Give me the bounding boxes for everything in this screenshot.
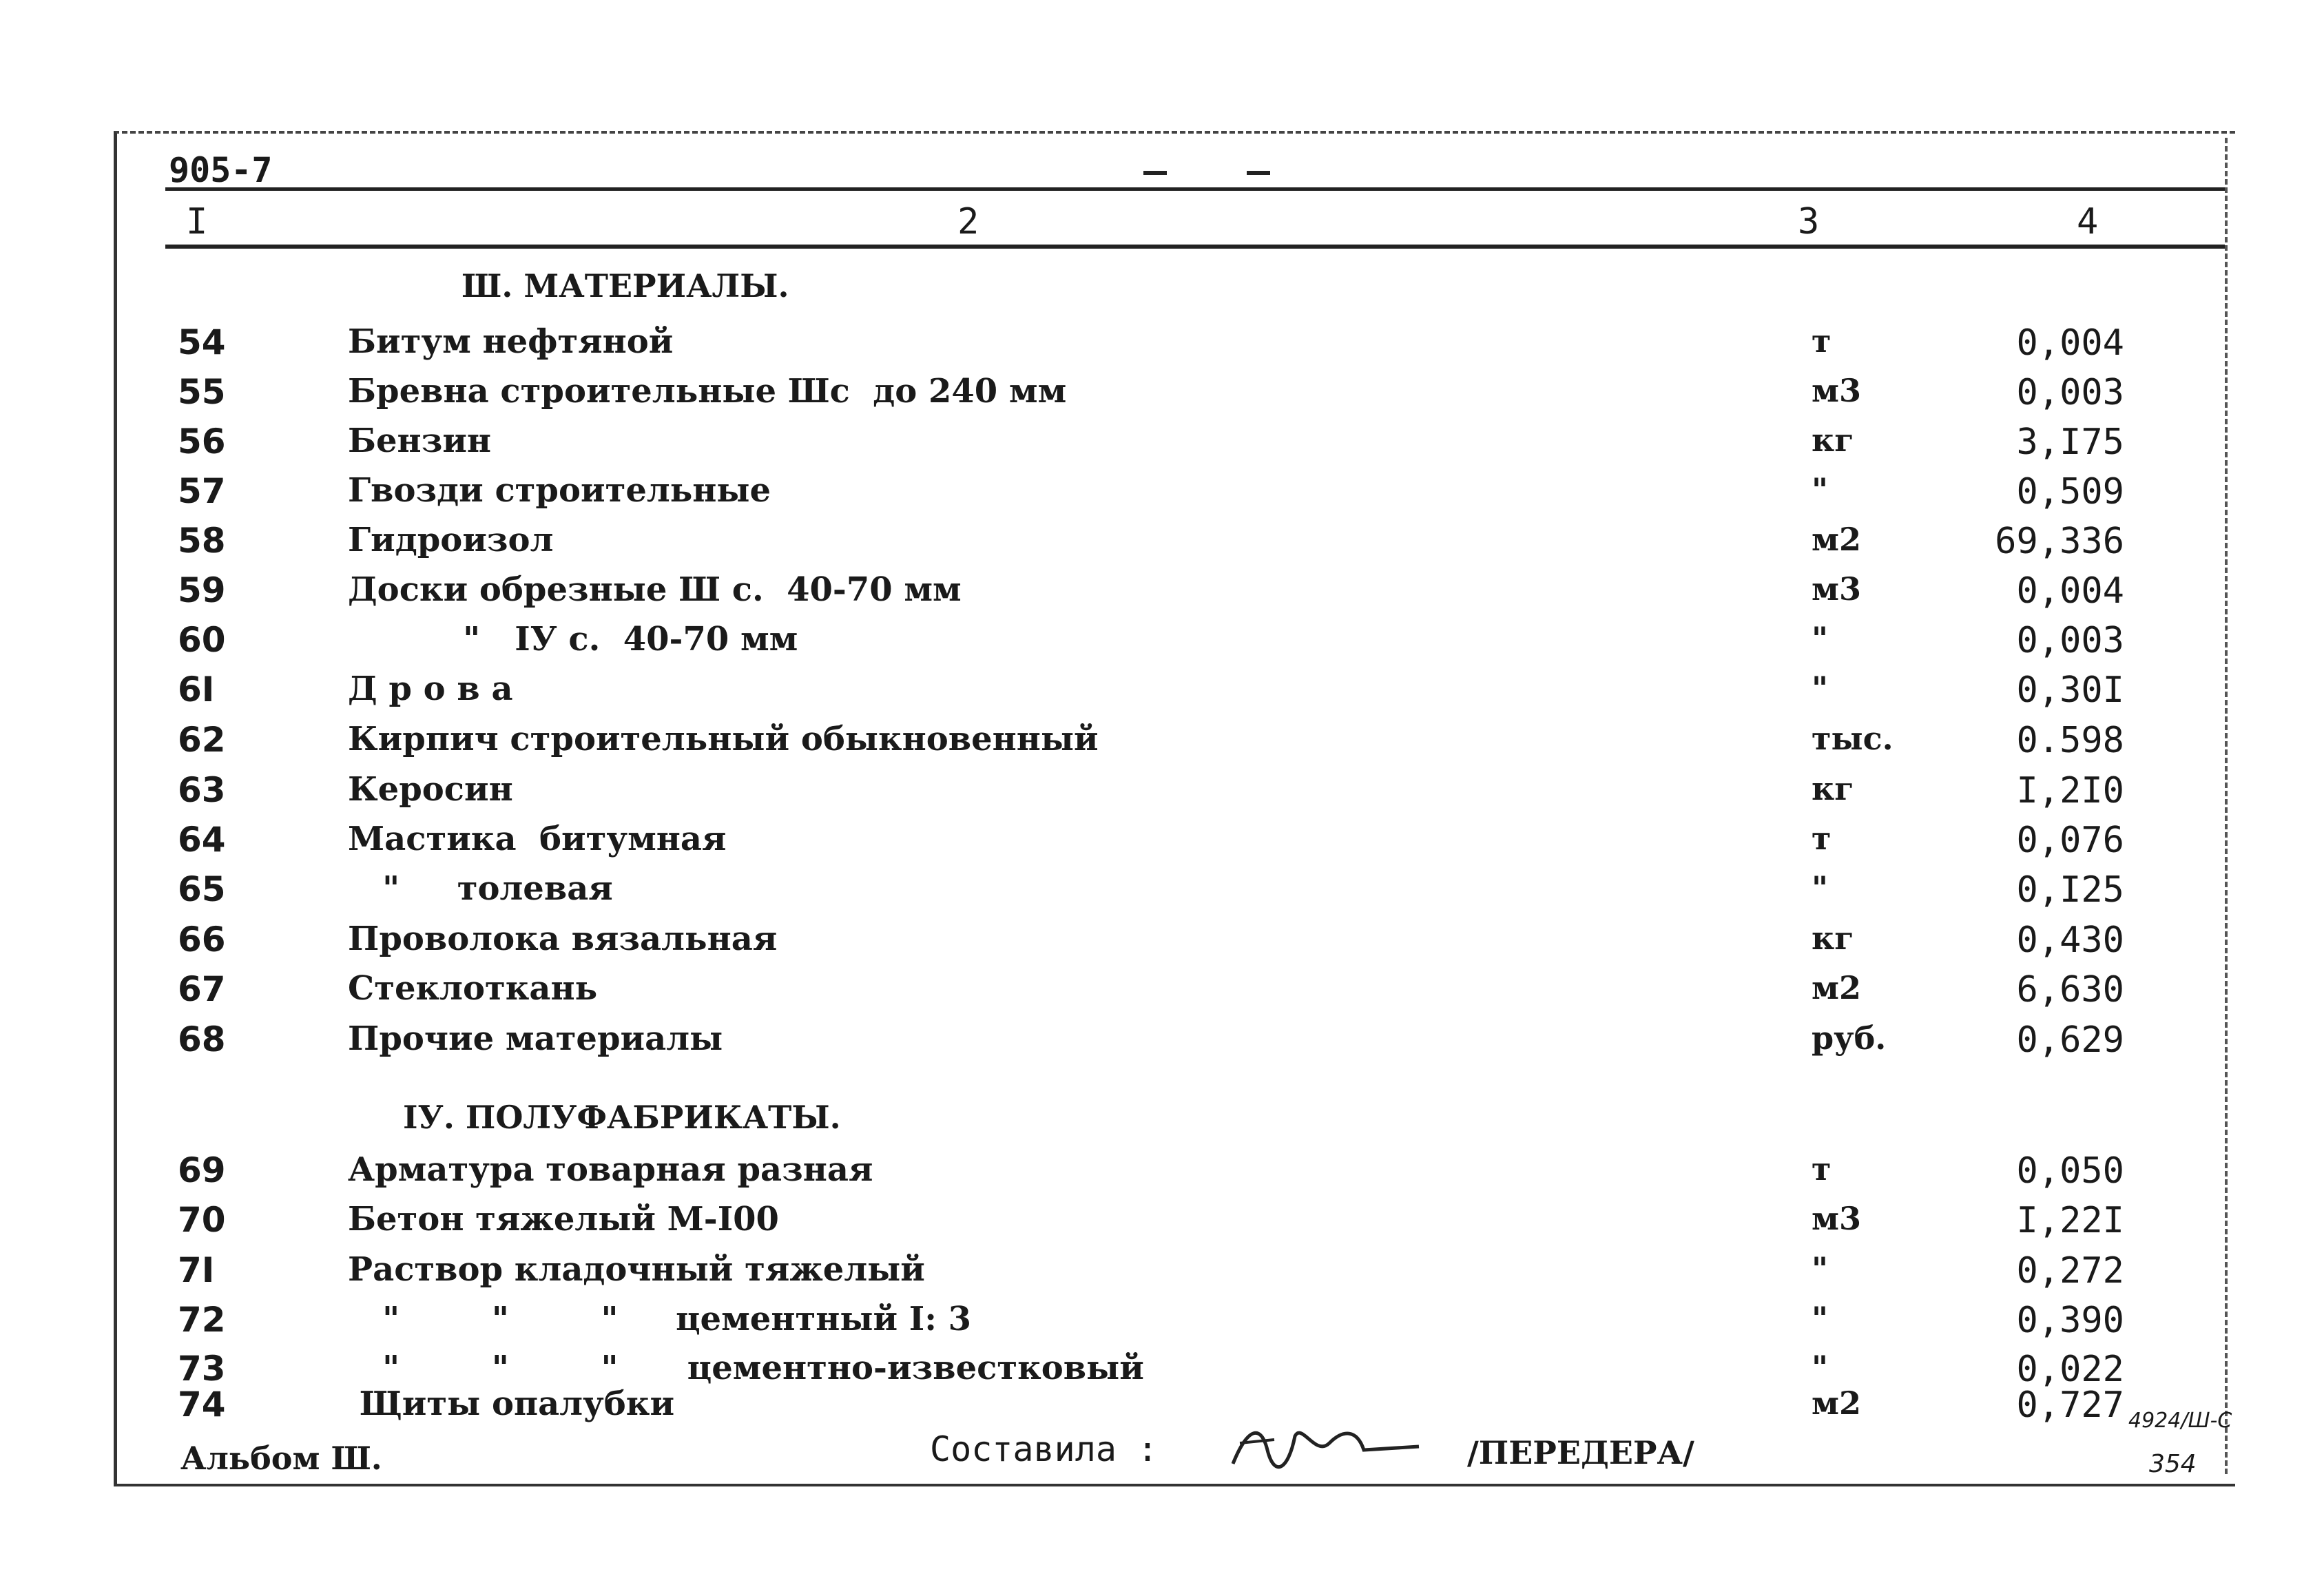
table-row [0, 1019, 2324, 1068]
row-quantity: I,22I [2016, 1200, 2124, 1241]
row-number: 57 [178, 471, 226, 511]
row-quantity: 0.598 [2016, 720, 2124, 761]
row-unit: " [1812, 1300, 1828, 1337]
row-name: Д р о в а [348, 670, 513, 708]
table-row [0, 720, 2324, 768]
row-name: Щиты опалубки [348, 1385, 675, 1423]
row-quantity: 69,336 [1995, 521, 2124, 562]
document-code: 905-7 [169, 150, 273, 190]
row-number: 74 [178, 1385, 226, 1424]
table-row [0, 570, 2324, 619]
page-number: 354 [2149, 1450, 2197, 1478]
row-name: " " " цементный I: 3 [348, 1300, 972, 1338]
row-quantity: 0,050 [2016, 1150, 2124, 1192]
row-quantity: 0,390 [2016, 1300, 2124, 1341]
table-row [0, 869, 2324, 918]
row-quantity: 6,630 [2016, 969, 2124, 1011]
row-number: 66 [178, 920, 226, 960]
row-number: 60 [178, 620, 226, 660]
row-number: 62 [178, 720, 226, 760]
album-label: Альбом Ш. [180, 1440, 382, 1477]
row-name: " IУ с. 40-70 мм [348, 620, 798, 659]
table-row [0, 920, 2324, 968]
section-title-materials: Ш. МАТЕРИАЛЫ. [461, 267, 789, 304]
header-dash [1143, 171, 1167, 175]
table-row [0, 820, 2324, 868]
archive-stamp: 4924/Ш-С [2128, 1409, 2232, 1433]
row-name: Гвозди строительные [348, 471, 771, 510]
row-quantity: 0,022 [2016, 1349, 2124, 1390]
row-unit: т [1812, 322, 1832, 360]
row-name: Раствор кладочный тяжелый [348, 1250, 925, 1289]
row-number: 58 [178, 521, 226, 561]
section-title-semifinished: IУ. ПОЛУФАБРИКАТЫ. [403, 1099, 841, 1136]
row-name: Арматура товарная разная [348, 1150, 873, 1189]
row-unit: м2 [1812, 521, 1861, 558]
row-number: 72 [178, 1300, 226, 1340]
row-quantity: 0,004 [2016, 322, 2124, 364]
row-quantity: 0,I25 [2016, 869, 2124, 911]
row-unit: " [1812, 670, 1828, 707]
row-unit: тыс. [1812, 720, 1894, 757]
row-number: 54 [178, 322, 226, 362]
row-unit: кг [1812, 422, 1854, 459]
column-header-4: 4 [2077, 201, 2099, 242]
row-unit: " [1812, 471, 1828, 508]
row-number: 70 [178, 1200, 226, 1240]
row-unit: кг [1812, 920, 1854, 957]
row-number: 67 [178, 969, 226, 1009]
row-name: Проволока вязальная [348, 920, 778, 958]
row-number: 64 [178, 820, 226, 860]
row-quantity: I,2I0 [2016, 770, 2124, 811]
row-unit: м3 [1812, 570, 1861, 608]
row-name: Керосин [348, 770, 513, 809]
table-row [0, 620, 2324, 668]
row-number: 68 [178, 1019, 226, 1059]
row-unit: " [1812, 869, 1828, 906]
row-name: Гидроизол [348, 521, 554, 559]
row-unit: " [1812, 620, 1828, 657]
row-quantity: 0,003 [2016, 372, 2124, 413]
row-number: 55 [178, 372, 226, 412]
row-name: " " " цементно-известковый [348, 1349, 1144, 1387]
row-unit: кг [1812, 770, 1854, 807]
table-row [0, 670, 2324, 718]
row-name: Бензин [348, 422, 492, 460]
column-header-2: 2 [957, 201, 979, 242]
column-header-3: 3 [1798, 201, 1820, 242]
row-unit: т [1812, 820, 1832, 857]
row-quantity: 0,076 [2016, 820, 2124, 861]
table-row [0, 1250, 2324, 1298]
row-number: 56 [178, 422, 226, 462]
row-number: 7I [178, 1250, 215, 1290]
row-name: Битум нефтяной [348, 322, 674, 361]
table-row [0, 1200, 2324, 1248]
row-quantity: 0,003 [2016, 620, 2124, 661]
table-row [0, 770, 2324, 818]
row-unit: м3 [1812, 372, 1861, 409]
table-row [0, 1300, 2324, 1348]
table-row [0, 1150, 2324, 1199]
header-rule [165, 187, 2225, 191]
row-quantity: 0,272 [2016, 1250, 2124, 1292]
row-name: Мастика битумная [348, 820, 727, 858]
table-row [0, 372, 2324, 420]
row-name: Кирпич строительный обыкновенный [348, 720, 1099, 758]
table-row [0, 322, 2324, 371]
row-quantity: 3,I75 [2016, 422, 2124, 463]
table-row [0, 1385, 2324, 1433]
row-unit: " [1812, 1250, 1828, 1287]
row-number: 73 [178, 1349, 226, 1389]
row-name: " толевая [348, 869, 613, 908]
row-name: Бетон тяжелый М-I00 [348, 1200, 779, 1239]
table-row [0, 969, 2324, 1017]
row-unit: м2 [1812, 1385, 1861, 1422]
row-unit: " [1812, 1349, 1828, 1386]
column-header-rule [165, 245, 2225, 249]
signature [1226, 1416, 1433, 1478]
row-name: Доски обрезные Ш с. 40-70 мм [348, 570, 962, 609]
row-unit: руб. [1812, 1019, 1887, 1057]
row-quantity: 0,509 [2016, 471, 2124, 512]
row-unit: м3 [1812, 1200, 1861, 1237]
composed-label: Составила : [930, 1429, 1159, 1469]
row-quantity: 0,727 [2016, 1385, 2124, 1426]
row-quantity: 0,629 [2016, 1019, 2124, 1061]
row-unit: т [1812, 1150, 1832, 1188]
table-row [0, 422, 2324, 470]
composer-name: /ПЕРЕДЕРА/ [1467, 1434, 1694, 1471]
row-number: 6I [178, 670, 215, 709]
row-quantity: 0,30I [2016, 670, 2124, 711]
row-quantity: 0,004 [2016, 570, 2124, 612]
row-quantity: 0,430 [2016, 920, 2124, 961]
row-name: Стеклоткань [348, 969, 598, 1008]
row-name: Прочие материалы [348, 1019, 723, 1058]
row-number: 59 [178, 570, 226, 610]
row-name: Бревна строительные Шс до 240 мм [348, 372, 1067, 411]
column-header-1: I [186, 201, 208, 242]
table-row [0, 521, 2324, 569]
header-dash [1247, 171, 1270, 175]
row-unit: м2 [1812, 969, 1861, 1006]
row-number: 63 [178, 770, 226, 810]
row-number: 65 [178, 869, 226, 909]
table-row [0, 471, 2324, 519]
row-number: 69 [178, 1150, 226, 1190]
